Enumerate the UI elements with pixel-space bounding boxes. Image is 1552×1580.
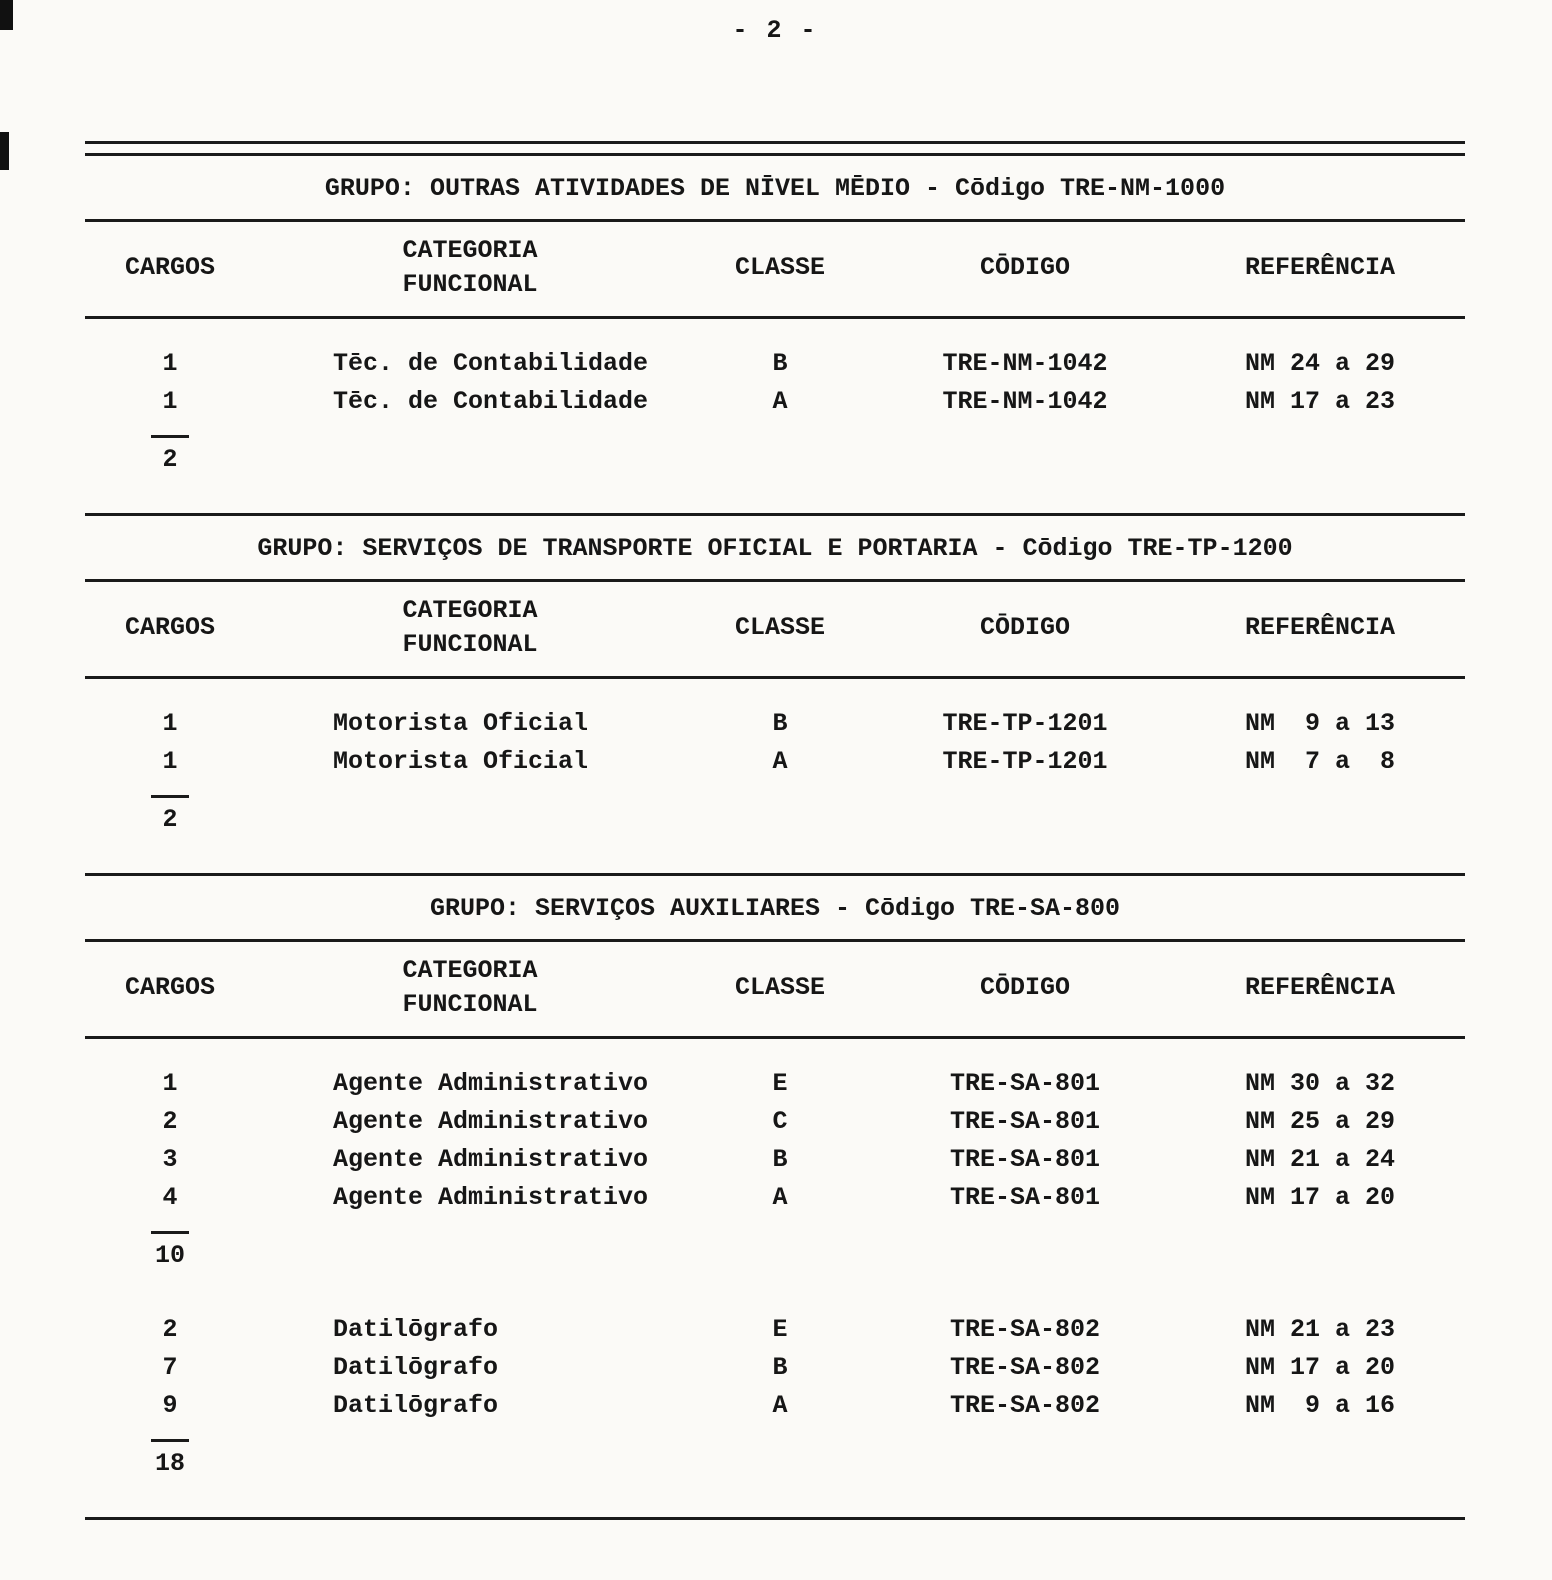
page-number: - 2 -	[732, 16, 818, 45]
document-page	[85, 0, 1465, 1520]
cell-cargos: 3	[162, 1145, 178, 1174]
group-section-sa-800	[85, 873, 1465, 1517]
category-block	[85, 345, 1465, 479]
cell-cargos: 4	[162, 1183, 178, 1212]
cell-categoria: Agente Administrativo	[333, 1107, 649, 1136]
total-rule	[151, 1439, 189, 1442]
cell-cargos: 1	[162, 1069, 178, 1098]
cell-classe: A	[772, 747, 788, 776]
column-header-categoria-line1: CATEGORIA	[402, 956, 538, 985]
cell-codigo: TRE-SA-802	[949, 1391, 1101, 1420]
cell-cargos: 1	[162, 747, 178, 776]
total-value: 18	[154, 1449, 185, 1478]
cell-categoria: Motorista Oficial	[333, 709, 589, 738]
total-row	[85, 1231, 1465, 1275]
cell-categoria: Datilōgrafo	[333, 1315, 499, 1344]
table-area	[85, 141, 1465, 1520]
cell-codigo: TRE-NM-1042	[942, 349, 1108, 378]
cell-categoria: Agente Administrativo	[333, 1183, 649, 1212]
group-title: GRUPO: OUTRAS ATIVIDADES DE NĪVEL MĒDIO - Cōdigo TRE-NM-1000	[324, 174, 1226, 203]
cell-referencia: NM 25 a 29	[1244, 1107, 1396, 1136]
group-section-tp-1200	[85, 513, 1465, 873]
column-header-categoria	[255, 234, 685, 302]
cell-categoria: Motorista Oficial	[333, 747, 589, 776]
cell-classe: E	[772, 1069, 788, 1098]
column-header-categoria-line2: FUNCIONAL	[402, 990, 538, 1019]
column-header-cargos: CARGOS	[124, 613, 215, 642]
cell-referencia: NM 17 a 20	[1244, 1353, 1396, 1382]
table-header-row	[85, 582, 1465, 676]
cell-classe: B	[772, 349, 788, 378]
total-rule	[151, 1231, 189, 1234]
column-header-categoria-line1: CATEGORIA	[402, 236, 538, 265]
cell-referencia: NM 17 a 20	[1244, 1183, 1396, 1212]
total-row	[85, 435, 1465, 479]
cell-codigo: TRE-SA-801	[949, 1145, 1101, 1174]
column-header-codigo: CŌDIGO	[979, 253, 1070, 282]
column-header-categoria-line1: CATEGORIA	[402, 596, 538, 625]
table-row	[85, 1103, 1465, 1141]
horizontal-rule	[85, 1517, 1465, 1520]
section-body	[85, 679, 1465, 873]
cell-classe: A	[772, 1391, 788, 1420]
total-value: 2	[162, 445, 178, 474]
table-header-row	[85, 942, 1465, 1036]
cell-cargos: 2	[162, 1315, 178, 1344]
cell-codigo: TRE-SA-802	[949, 1353, 1101, 1382]
table-row	[85, 1141, 1465, 1179]
cell-codigo: TRE-TP-1201	[942, 709, 1108, 738]
table-row	[85, 1349, 1465, 1387]
column-header-codigo: CŌDIGO	[979, 973, 1070, 1002]
scan-artifact	[0, 0, 13, 30]
cell-cargos: 9	[162, 1391, 178, 1420]
cell-referencia: NM 9 a 16	[1244, 1391, 1396, 1420]
cell-classe: B	[772, 1145, 788, 1174]
total-rule	[151, 795, 189, 798]
cell-referencia: NM 17 a 23	[1244, 387, 1396, 416]
cell-categoria: Datilōgrafo	[333, 1391, 499, 1420]
group-section-nm-1000	[85, 141, 1465, 513]
table-row	[85, 383, 1465, 421]
cell-classe: B	[772, 709, 788, 738]
table-row	[85, 1311, 1465, 1349]
column-header-categoria-line2: FUNCIONAL	[402, 270, 538, 299]
group-title: GRUPO: SERVIÇOS AUXILIARES - Cōdigo TRE-SA-800	[429, 894, 1121, 923]
section-body	[85, 1039, 1465, 1517]
column-header-referencia: REFERÊNCIA	[1244, 613, 1396, 642]
cell-referencia: NM 21 a 24	[1244, 1145, 1396, 1174]
cell-cargos: 1	[162, 349, 178, 378]
cell-referencia: NM 9 a 13	[1244, 709, 1396, 738]
category-block	[85, 705, 1465, 839]
table-header-row	[85, 222, 1465, 316]
cell-categoria: Tēc. de Contabilidade	[333, 349, 649, 378]
column-header-referencia: REFERÊNCIA	[1244, 253, 1396, 282]
column-header-cargos: CARGOS	[124, 973, 215, 1002]
cell-cargos: 7	[162, 1353, 178, 1382]
total-value: 10	[154, 1241, 185, 1270]
cell-classe: A	[772, 1183, 788, 1212]
column-header-categoria	[255, 954, 685, 1022]
column-header-referencia: REFERÊNCIA	[1244, 973, 1396, 1002]
table-row	[85, 1387, 1465, 1425]
section-body	[85, 319, 1465, 513]
horizontal-rule	[85, 141, 1465, 156]
table-row	[85, 743, 1465, 781]
cell-codigo: TRE-SA-802	[949, 1315, 1101, 1344]
cell-categoria: Tēc. de Contabilidade	[333, 387, 649, 416]
cell-referencia: NM 7 a 8	[1244, 747, 1396, 776]
cell-categoria: Agente Administrativo	[333, 1145, 649, 1174]
cell-codigo: TRE-SA-801	[949, 1183, 1101, 1212]
column-header-categoria	[255, 594, 685, 662]
column-header-codigo: CŌDIGO	[979, 613, 1070, 642]
cell-referencia: NM 24 a 29	[1244, 349, 1396, 378]
table-row	[85, 1065, 1465, 1103]
category-block	[85, 1065, 1465, 1275]
scan-artifact	[0, 132, 9, 170]
group-title: GRUPO: SERVIÇOS DE TRANSPORTE OFICIAL E PORTARIA - Cōdigo TRE-TP-1200	[257, 534, 1293, 563]
cell-referencia: NM 30 a 32	[1244, 1069, 1396, 1098]
total-value: 2	[162, 805, 178, 834]
column-header-cargos: CARGOS	[124, 253, 215, 282]
column-header-classe: CLASSE	[734, 253, 825, 282]
cell-classe: A	[772, 387, 788, 416]
table-row	[85, 1179, 1465, 1217]
table-row	[85, 345, 1465, 383]
cell-classe: C	[772, 1107, 788, 1136]
total-rule	[151, 435, 189, 438]
column-header-categoria-line2: FUNCIONAL	[402, 630, 538, 659]
cell-codigo: TRE-TP-1201	[942, 747, 1108, 776]
cell-codigo: TRE-SA-801	[949, 1069, 1101, 1098]
cell-referencia: NM 21 a 23	[1244, 1315, 1396, 1344]
cell-codigo: TRE-NM-1042	[942, 387, 1108, 416]
cell-classe: E	[772, 1315, 788, 1344]
total-row	[85, 795, 1465, 839]
total-row	[85, 1439, 1465, 1483]
cell-cargos: 2	[162, 1107, 178, 1136]
cell-classe: B	[772, 1353, 788, 1382]
cell-categoria: Agente Administrativo	[333, 1069, 649, 1098]
cell-codigo: TRE-SA-801	[949, 1107, 1101, 1136]
category-block	[85, 1311, 1465, 1483]
cell-cargos: 1	[162, 387, 178, 416]
table-row	[85, 705, 1465, 743]
cell-cargos: 1	[162, 709, 178, 738]
column-header-classe: CLASSE	[734, 973, 825, 1002]
cell-categoria: Datilōgrafo	[333, 1353, 499, 1382]
column-header-classe: CLASSE	[734, 613, 825, 642]
